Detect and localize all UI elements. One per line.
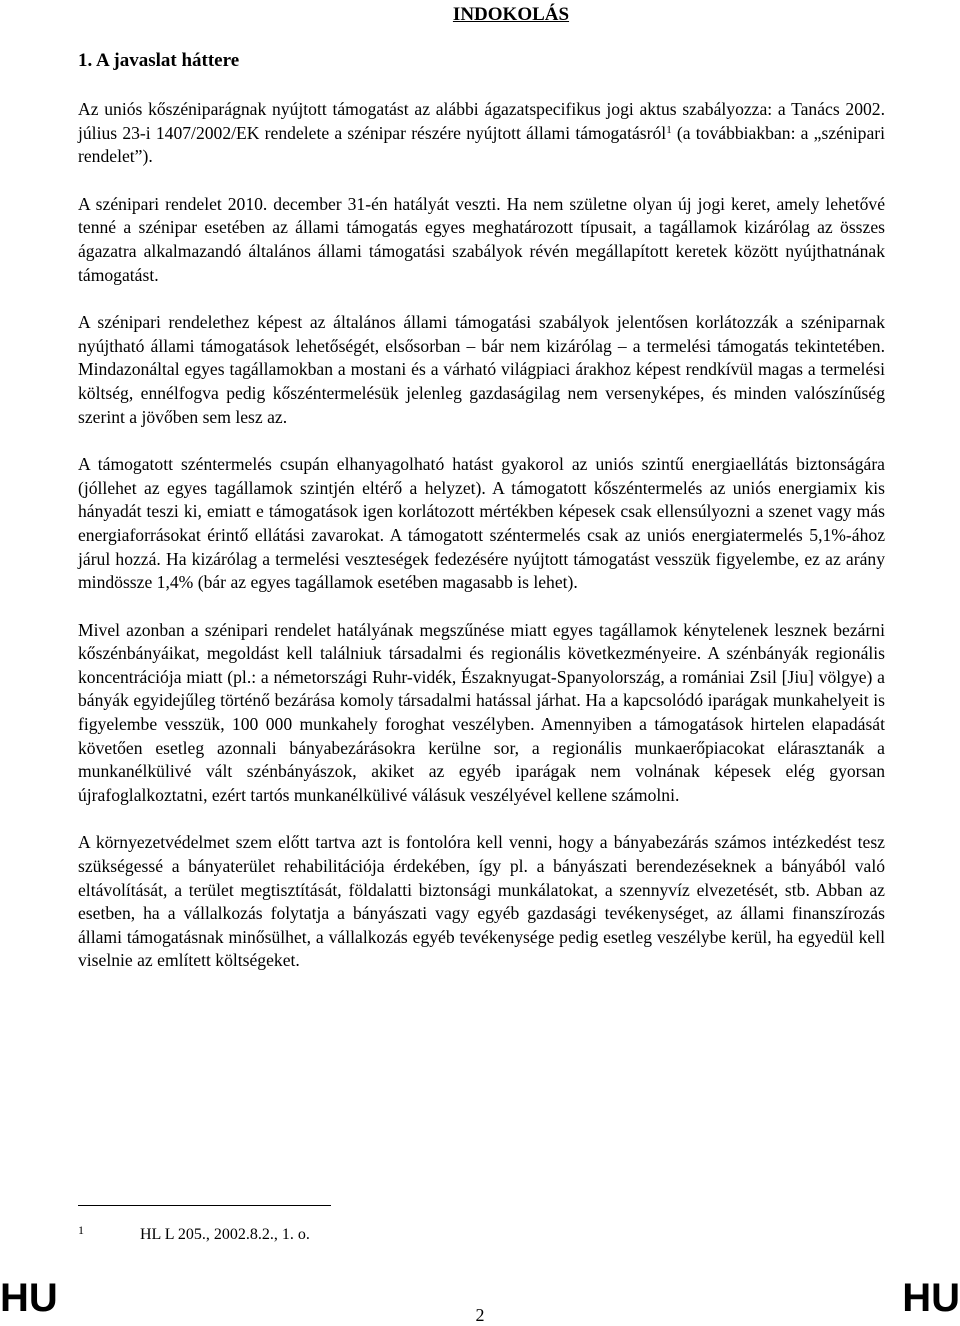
paragraph-5: Mivel azonban a szénipari rendelet hatályának megszűnése miatt egyes tagállamok kénytelenek lesznek bezárni kőszénbányáikat, megoldást kell találniuk társadalmi és regionális következményeire. A szénbányák regionális koncentrációja miatt (pl.: a németországi Ruhr-vidék, Északnyugat-Spanyolország, a romániai Zsil [Jiu] völgye) a bányák egyidejűleg történő bezárása komoly társadalmi hatással járhat. Ha a kapcsolódó iparágak munkahelyeit is figyelembe vesszük, 100 000 munkahely foroghat veszélyben. Amennyiben a támogatások hirtelen elapadását követően esetleg azonnali bányabezárásokra kerülne sor, a regionális munkaerőpiacokat elárasztanák a munkanélkülivé vált szénbányászok, akiket az egyéb iparágak nem volnának képesek elég gyorsan újrafoglalkoztatni, ezért tartós munkanélkülivé válásuk veszélyével kellene számolni. [78,619,885,805]
language-code-right: HU [902,1276,960,1320]
footnote [78,1223,310,1244]
paragraph-6: A környezetvédelmet szem előtt tartva azt is fontolóra kell venni, hogy a bányabezárás számos intézkedést tesz szükségessé a bányaterület rehabilitációja érdekében, így pl. a bányászati berendezéseknek a bányából való eltávolítását, a terület megtisztítását, földalatti biztonsági munkálatokat, a szennyvíz elvezetését, stb. Abban az esetben, ha a vállalkozás folytatja a bányászati vagy egyéb gazdasági tevékenységet, az állami finanszírozás állami támogatásnak minősülhet, a vállalkozás egyéb tevékenysége pedig esetleg veszélybe kerül, ha egyedül kell viselnie az említett költségeket. [78,832,885,971]
footnote-text: HL L 205., 2002.8.2., 1. o. [140,1226,310,1243]
footnote-marker: 1 [78,1223,84,1237]
section-heading: 1. A javaslat háttere [78,50,240,71]
document-title: INDOKOLÁS [452,4,570,25]
paragraph-2: A szénipari rendelet 2010. december 31-én hatályát veszti. Ha nem születne olyan új jogi keret, amely lehetővé tenné a szénipar esetében az állami támogatás egyes meghatározott típusait, a tagállamok kizárólag az összes ágazatra alkalmazandó általános állami támogatási szabályok révén megállapított keretek között nyújthatnának támogatást. [78,193,885,285]
paragraph-4: A támogatott széntermelés csupán elhanyagolható hatást gyakorol az uniós szintű energiaellátás biztonságára (jóllehet az egyes tagállamok szintjén eltérő a helyzet). A támogatott kőszéntermelés az uniós energiamix kis hányadát teszi ki, emiatt e támogatások igen korlátozott mértékben képesek csak ellensúlyozni a szenet vagy más energiaforrásokat érintő ellátási zavarokat. A támogatott széntermelés csak az uniós energiatermelés 5,1%-ához járul hozzá. Ha kizárólag a termelési veszteségek fedezésére nyújtott támogatást vesszük figyelembe, ez az arány mindössze 1,4% (bár az egyes tagállamok esetében magasabb is lehet). [78,454,885,593]
document-body [78,98,885,997]
paragraph-1-tail: (a továbbiakban: a „szénipari rendelet”). [78,122,885,167]
language-code-left: HU [0,1276,58,1320]
footnote-reference: 1 [666,123,672,136]
page-number: 2 [475,1305,485,1325]
paragraph-3: A szénipari rendelethez képest az általános állami támogatási szabályok jelentősen korlátozzák a széniparnak nyújtható állami támogatások lehetőségét, elsősorban – bár nem kizárólag – a termelési támogatás tekintetében. Mindazonáltal egyes tagállamokban a mostani és a várható világpiaci árakhoz képest rendkívül magas a termelési költség, ennélfogva pedig kőszéntermelésük jelenleg gazdaságilag nem versenyképes, és minden valószínűség szerint a jövőben sem lesz az. [78,312,885,427]
footnote-separator [78,1205,331,1206]
paragraph-1-text: Az uniós kőszéniparágnak nyújtott támogatást az alábbi ágazatspecifikus jogi aktus szabályozza: a Tanács 2002. július 23-i 1407/2002/EK rendelete a szénipar részére nyújtott állami támogatásról [78,99,885,143]
paragraph-1 [78,98,885,169]
